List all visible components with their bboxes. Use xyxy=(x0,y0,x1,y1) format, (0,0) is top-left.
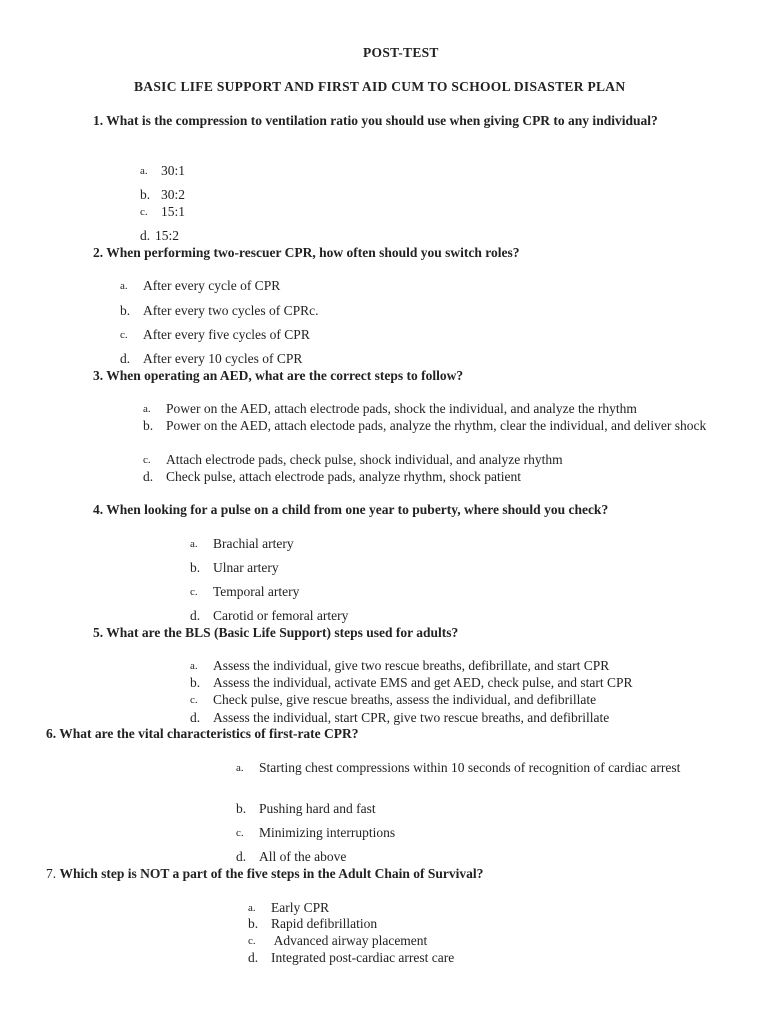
q3-option-a-text: Power on the AED, attach electrode pads, shock the individual, and analyze the rhythm xyxy=(166,401,637,416)
q4-option-c-marker: c. xyxy=(190,586,198,598)
q4-option-a-text: Brachial artery xyxy=(213,536,294,551)
q6-option-b-text: Pushing hard and fast xyxy=(259,801,376,816)
q5-option-b-text: Assess the individual, activate EMS and get AED, check pulse, and start CPR xyxy=(213,675,633,690)
q6-option-a-marker: a. xyxy=(236,762,244,774)
q6-option-c-text: Minimizing interruptions xyxy=(259,825,396,840)
q7-option-c-text: Advanced airway placement xyxy=(271,933,428,948)
q2-option-d-text: After every 10 cycles of CPR xyxy=(143,351,303,366)
q6-option-d-text: All of the above xyxy=(259,849,347,864)
question-1-number: 1. xyxy=(93,113,107,128)
q5-option-b-marker: b. xyxy=(190,675,201,690)
q2-option-a-marker: a. xyxy=(120,280,128,292)
q3-option-d-marker: d. xyxy=(143,469,154,484)
q3-option-b-marker: b. xyxy=(143,418,154,433)
q6-option-a-text: Starting chest compressions within 10 seconds of recognition of cardiac arrest xyxy=(259,760,681,775)
q5-option-c-text: Check pulse, give rescue breaths, assess the individual, and defibrillate xyxy=(213,692,597,707)
q7-option-b-marker: b. xyxy=(248,916,259,931)
question-6-number: 6. xyxy=(46,726,60,741)
question-6 xyxy=(46,725,359,742)
q6-option-d-marker: d. xyxy=(236,849,247,864)
q1-option-a-marker: a. xyxy=(140,165,148,177)
question-4-number: 4. xyxy=(93,502,107,517)
q2-option-c-text: After every five cycles of CPR xyxy=(143,327,310,342)
question-3 xyxy=(93,367,463,384)
question-7 xyxy=(46,865,483,882)
question-2 xyxy=(93,244,520,261)
q3-option-c-text: Attach electrode pads, check pulse, shock individual, and analyze rhythm xyxy=(166,452,563,467)
q7-option-d-marker: d. xyxy=(248,950,259,965)
q2-option-d-marker: d. xyxy=(120,351,131,366)
question-4-text: When looking for a pulse on a child from one year to puberty, where should you check? xyxy=(106,502,609,517)
q7-option-a-marker: a. xyxy=(248,902,256,914)
question-5-number: 5. xyxy=(93,625,107,640)
question-3-text: When operating an AED, what are the correct steps to follow? xyxy=(106,368,464,383)
q5-option-d-marker: d. xyxy=(190,710,201,725)
q4-option-b-text: Ulnar artery xyxy=(213,560,279,575)
q1-option-a-text: 30:1 xyxy=(161,163,186,178)
q4-option-c-text: Temporal artery xyxy=(213,584,300,599)
q2-option-b-text: After every two cycles of CPRc. xyxy=(143,303,319,318)
page-subtitle: BASIC LIFE SUPPORT AND FIRST AID CUM TO SCHOOL DISASTER PLAN xyxy=(134,79,626,94)
question-7-text: Which step is NOT a part of the five steps in the Adult Chain of Survival? xyxy=(59,866,484,881)
q1-option-d-text: 15:2 xyxy=(155,228,180,243)
q3-option-a-marker: a. xyxy=(143,403,151,415)
q5-option-d-text: Assess the individual, start CPR, give two rescue breaths, and defibrillate xyxy=(213,710,610,725)
question-4 xyxy=(93,501,608,518)
question-5-text: What are the BLS (Basic Life Support) steps used for adults? xyxy=(106,625,459,640)
question-2-text: When performing two-rescuer CPR, how often should you switch roles? xyxy=(106,245,520,260)
question-2-number: 2. xyxy=(93,245,107,260)
q1-option-c-marker: c. xyxy=(140,206,148,218)
q6-option-b-marker: b. xyxy=(236,801,247,816)
question-1 xyxy=(93,112,683,129)
q1-option-d-marker: d. xyxy=(140,228,151,243)
q5-option-c-marker: c. xyxy=(190,694,198,706)
q3-option-c-marker: c. xyxy=(143,454,151,466)
q4-option-a-marker: a. xyxy=(190,538,198,550)
q3-option-d-text: Check pulse, attach electrode pads, analyze rhythm, shock patient xyxy=(166,469,521,484)
q5-option-a-text: Assess the individual, give two rescue breaths, defibrillate, and start CPR xyxy=(213,658,610,673)
question-7-number: 7. xyxy=(46,866,60,881)
q1-option-c-text: 15:1 xyxy=(161,204,186,219)
q7-option-c-marker: c. xyxy=(248,935,256,947)
q2-option-c-marker: c. xyxy=(120,329,128,341)
q1-option-b-text: 30:2 xyxy=(161,187,186,202)
question-1-text: What is the compression to ventilation ratio you should use when giving CPR to any individual? xyxy=(106,113,658,128)
q4-option-d-text: Carotid or femoral artery xyxy=(213,608,349,623)
question-5 xyxy=(93,624,458,641)
page-title: POST-TEST xyxy=(363,45,439,60)
q4-option-b-marker: b. xyxy=(190,560,201,575)
q6-option-c-marker: c. xyxy=(236,827,244,839)
q4-option-d-marker: d. xyxy=(190,608,201,623)
q7-option-d-text: Integrated post-cardiac arrest care xyxy=(271,950,455,965)
question-3-number: 3. xyxy=(93,368,107,383)
question-6-text: What are the vital characteristics of first-rate CPR? xyxy=(59,726,359,741)
q3-option-b-text: Power on the AED, attach electode pads, analyze the rhythm, clear the individual, and deliver shock xyxy=(166,418,707,433)
q7-option-b-text: Rapid defibrillation xyxy=(271,916,378,931)
q7-option-a-text: Early CPR xyxy=(271,900,330,915)
q1-option-b-marker: b. xyxy=(140,187,151,202)
q2-option-b-marker: b. xyxy=(120,303,131,318)
q5-option-a-marker: a. xyxy=(190,660,198,672)
q2-option-a-text: After every cycle of CPR xyxy=(143,278,281,293)
